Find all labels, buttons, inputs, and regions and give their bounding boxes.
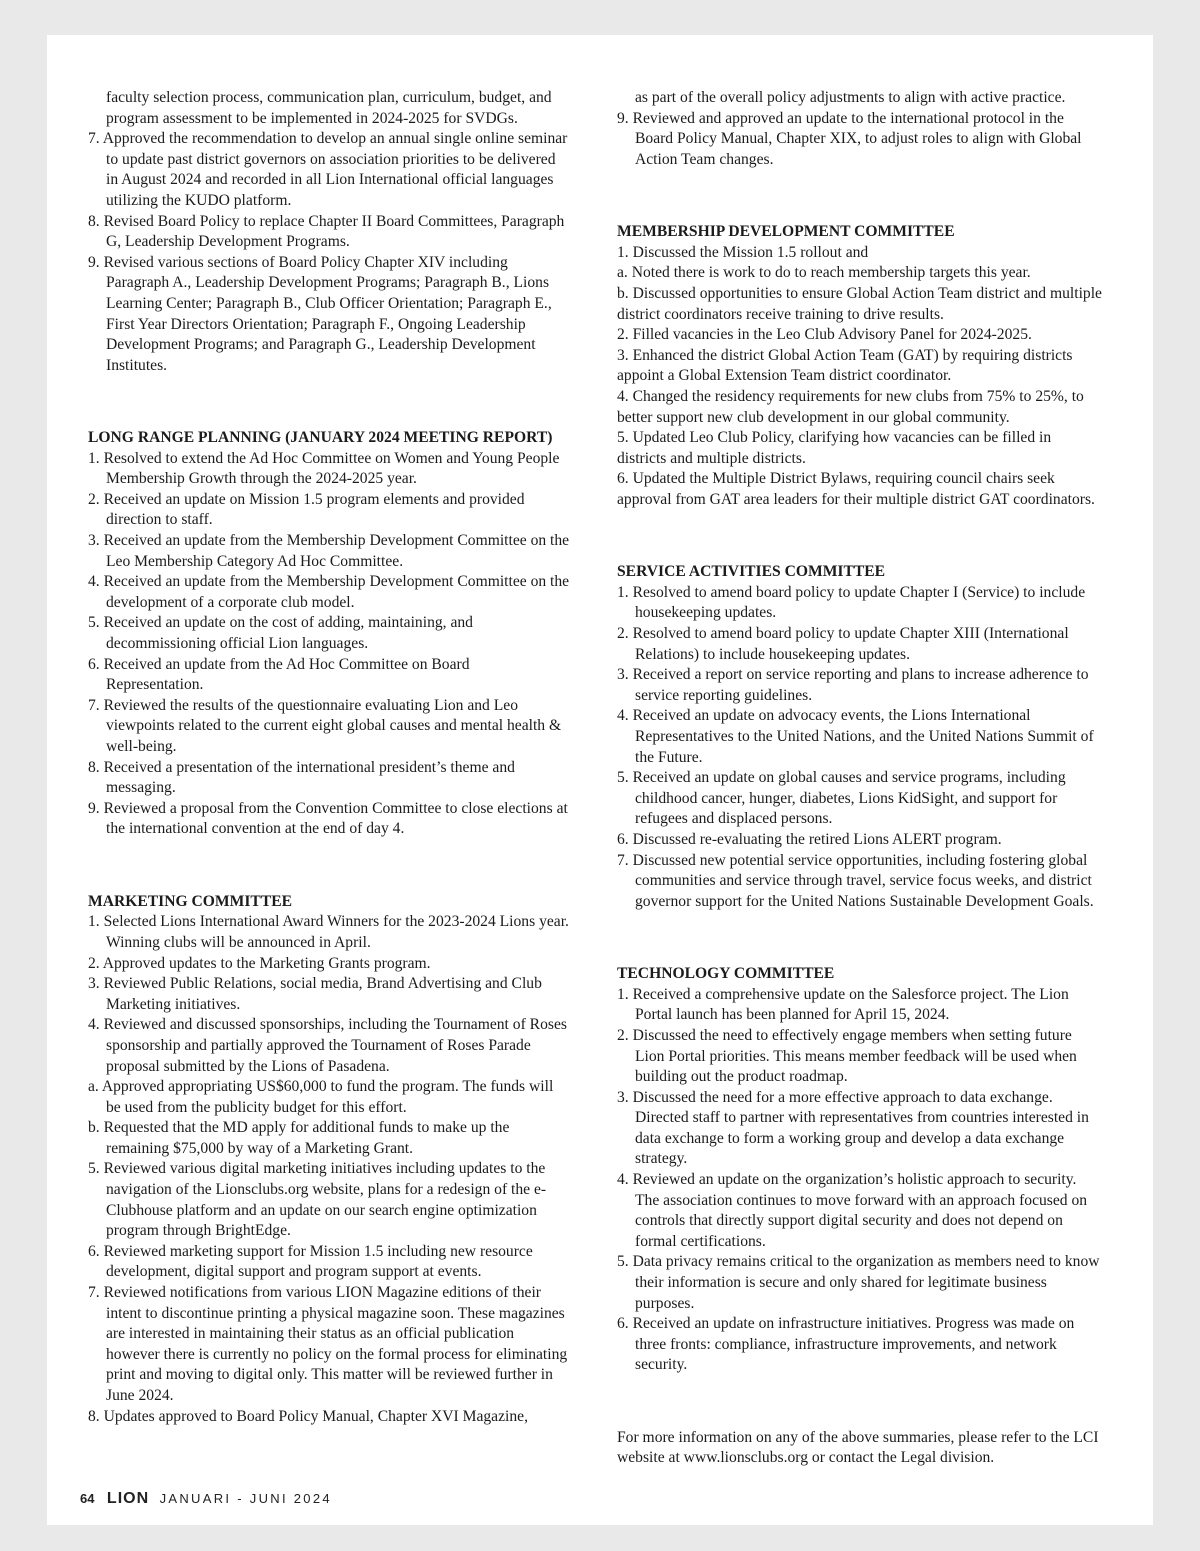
paragraph: 2. Filled vacancies in the Leo Club Advisory Panel for 2024-2025. <box>617 326 1032 344</box>
list-item: 1. Resolved to extend the Ad Hoc Committee on Women and Young People Membership Growth through the 2024-2025 year. <box>88 449 560 488</box>
paragraph: 3. Enhanced the district Global Action Team (GAT) by requiring districts appoint a Global Extension Team district coordinator. <box>617 346 1073 385</box>
list-item: 2. Approved updates to the Marketing Grants program. <box>88 954 431 972</box>
list-item: 8. Updates approved to Board Policy Manual, Chapter XVI Magazine, <box>88 1407 528 1425</box>
list-item: 3. Received an update from the Membership Development Committee on the Leo Membership Category Ad Hoc Committee. <box>88 532 570 570</box>
document-page <box>47 35 1153 1525</box>
list-item: 7. Approved the recommendation to develop an annual single online seminar to update past district governors on association priorities to be delivered in August 2024 and recorded in all Lion International official languages utilizing the KUDO platform. <box>88 130 568 209</box>
list-item: 1. Selected Lions International Award Winners for the 2023-2024 Lions year. Winning clubs will be announced in April. <box>88 913 569 951</box>
paragraph: 4. Changed the residency requirements for new clubs from 75% to 25%, to better support new club development in our global community. <box>617 387 1084 426</box>
section-heading: TECHNOLOGY COMMITTEE <box>617 965 835 983</box>
section-gap <box>88 392 570 413</box>
list-item: 9. Reviewed a proposal from the Convention Committee to close elections at the international convention at the end of day 4. <box>88 799 568 838</box>
paragraph: 6. Updated the Multiple District Bylaws, requiring council chairs seek approval from GAT area leaders for their multiple district GAT coordinators. <box>617 470 1095 508</box>
list-item: 4. Reviewed and discussed sponsorships, including the Tournament of Roses sponsorship and partially approved the Tournament of Roses Parade proposal submitted by the Lions of Pasadena. <box>88 1016 567 1075</box>
issue-date: JANUARI - JUNI 2024 <box>159 1491 332 1506</box>
section-heading: MEMBERSHIP DEVELOPMENT COMMITTEE <box>617 223 955 241</box>
left-column <box>88 88 570 1427</box>
list-item-continuation: as part of the overall policy adjustments to align with active practice. <box>635 89 1066 106</box>
list-item: 8. Revised Board Policy to replace Chapter II Board Committees, Paragraph G, Leadership Development Programs. <box>88 212 565 251</box>
list-item: 4. Reviewed an update on the organization’s holistic approach to security. The association continues to move forward with an approach focused on controls that directly support digital security and does not depend on formal certifications. <box>617 1171 1088 1250</box>
list-item: 6. Received an update from the Ad Hoc Committee on Board Representation. <box>88 655 470 694</box>
list-item: 6. Received an update on infrastructure initiatives. Progress was made on three fronts: compliance, infrastructure improvements, and network security. <box>617 1315 1075 1374</box>
list-item: 7. Reviewed the results of the questionnaire evaluating Lion and Leo viewpoints related to the current eight global causes and mental health & well-being. <box>88 696 562 755</box>
section-gap <box>617 928 1102 949</box>
list-item-continuation: faculty selection process, communication plan, curriculum, budget, and program assessment to be implemented in 2024-2025 for SVDGs. <box>106 89 552 127</box>
list-item: 9. Reviewed and approved an update to the international protocol in the Board Policy Manual, Chapter XIX, to adjust roles to align with Global Action Team changes. <box>617 109 1082 168</box>
paragraph: a. Noted there is work to do to reach membership targets this year. <box>617 264 1031 282</box>
paragraph: 1. Discussed the Mission 1.5 rollout and <box>617 243 869 261</box>
list-item: b. Requested that the MD apply for additional funds to make up the remaining $75,000 by way of a Marketing Grant. <box>88 1119 510 1157</box>
section-gap <box>617 1392 1102 1413</box>
list-item: 6. Reviewed marketing support for Mission 1.5 including new resource development, digital support and program support at events. <box>88 1242 533 1281</box>
page-number: 64 <box>80 1491 95 1506</box>
paragraph: For more information on any of the above summaries, please refer to the LCI website at www.lionsclubs.org or contact the Legal division. <box>617 1428 1099 1467</box>
list-item: 5. Received an update on global causes and service programs, including childhood cancer, hunger, diabetes, Lions KidSight, and support for refugees and displaced persons. <box>617 769 1066 828</box>
list-item: 5. Data privacy remains critical to the organization as members need to know their information is secure and only shared for legitimate business purposes. <box>617 1253 1100 1312</box>
list-item: 1. Resolved to amend board policy to update Chapter I (Service) to include housekeeping updates. <box>617 583 1086 622</box>
paragraph: 5. Updated Leo Club Policy, clarifying how vacancies can be filled in districts and multiple districts. <box>617 429 1052 467</box>
section-gap <box>617 526 1102 547</box>
list-item: 7. Discussed new potential service opportunities, including fostering global communities and service through travel, service focus weeks, and district governor support for the United Nations Sustainable Development Goals. <box>617 851 1094 910</box>
section-gap <box>88 856 570 877</box>
section-heading: SERVICE ACTIVITIES COMMITTEE <box>617 563 886 581</box>
paragraph: b. Discussed opportunities to ensure Global Action Team district and multiple district coordinators receive training to drive results. <box>617 284 1102 323</box>
list-item: 1. Received a comprehensive update on the Salesforce project. The Lion Portal launch has been planned for April 15, 2024. <box>617 985 1069 1024</box>
list-item: 4. Received an update from the Membership Development Committee on the development of a corporate club model. <box>88 573 570 611</box>
list-item: 6. Discussed re-evaluating the retired Lions ALERT program. <box>617 830 1002 848</box>
section-gap <box>617 186 1102 207</box>
right-column <box>617 88 1102 1469</box>
section-heading: MARKETING COMMITTEE <box>88 892 293 910</box>
list-item: 9. Revised various sections of Board Policy Chapter XIV including Paragraph A., Leadership Development Programs; Paragraph B., Lions Learning Center; Paragraph B., Club Officer Orientation; Paragraph E., First Year Directors Orientation; Paragraph F., Ongoing Leadership Development Programs; and Paragraph G., Leadership Development Institutes. <box>88 253 552 374</box>
page-footer <box>80 1490 332 1508</box>
list-item: 3. Discussed the need for a more effective approach to data exchange. Directed staff to partner with representatives from countries interested in data exchange to form a working group and develop a data exchange strategy. <box>617 1088 1089 1168</box>
list-item: 2. Resolved to amend board policy to update Chapter XIII (International Relations) to include housekeeping updates. <box>617 625 1069 663</box>
list-item: 5. Reviewed various digital marketing initiatives including updates to the navigation of the Lionsclubs.org website, plans for a redesign of the e-Clubhouse platform and an update on our search engine optimization program through BrightEdge. <box>88 1160 547 1240</box>
section-heading: LONG RANGE PLANNING (JANUARY 2024 MEETING REPORT) <box>88 429 553 447</box>
list-item: 8. Received a presentation of the international president’s theme and messaging. <box>88 758 515 797</box>
list-item: 5. Received an update on the cost of adding, maintaining, and decommissioning official Lion languages. <box>88 614 473 653</box>
list-item: 3. Received a report on service reporting and plans to increase adherence to service reporting guidelines. <box>617 666 1089 704</box>
list-item: a. Approved appropriating US$60,000 to fund the program. The funds will be used from the publicity budget for this effort. <box>88 1078 554 1116</box>
list-item: 4. Received an update on advocacy events, the Lions International Representatives to the United Nations, and the United Nations Summit of the Future. <box>617 707 1094 766</box>
list-item: 3. Reviewed Public Relations, social media, Brand Advertising and Club Marketing initiatives. <box>88 975 542 1013</box>
list-item: 2. Discussed the need to effectively engage members when setting future Lion Portal priorities. This means member feedback will be used when building out the product roadmap. <box>617 1026 1077 1086</box>
list-item: 2. Received an update on Mission 1.5 program elements and provided direction to staff. <box>88 490 525 529</box>
list-item: 7. Reviewed notifications from various LION Magazine editions of their intent to discontinue printing a physical magazine soon. These magazines are interested in maintaining their status as an official publication however there is currently no policy on the formal process for eliminating print and moving to digital only. This matter will be reviewed further in June 2024. <box>88 1284 568 1404</box>
magazine-brand: LION <box>106 1490 150 1507</box>
